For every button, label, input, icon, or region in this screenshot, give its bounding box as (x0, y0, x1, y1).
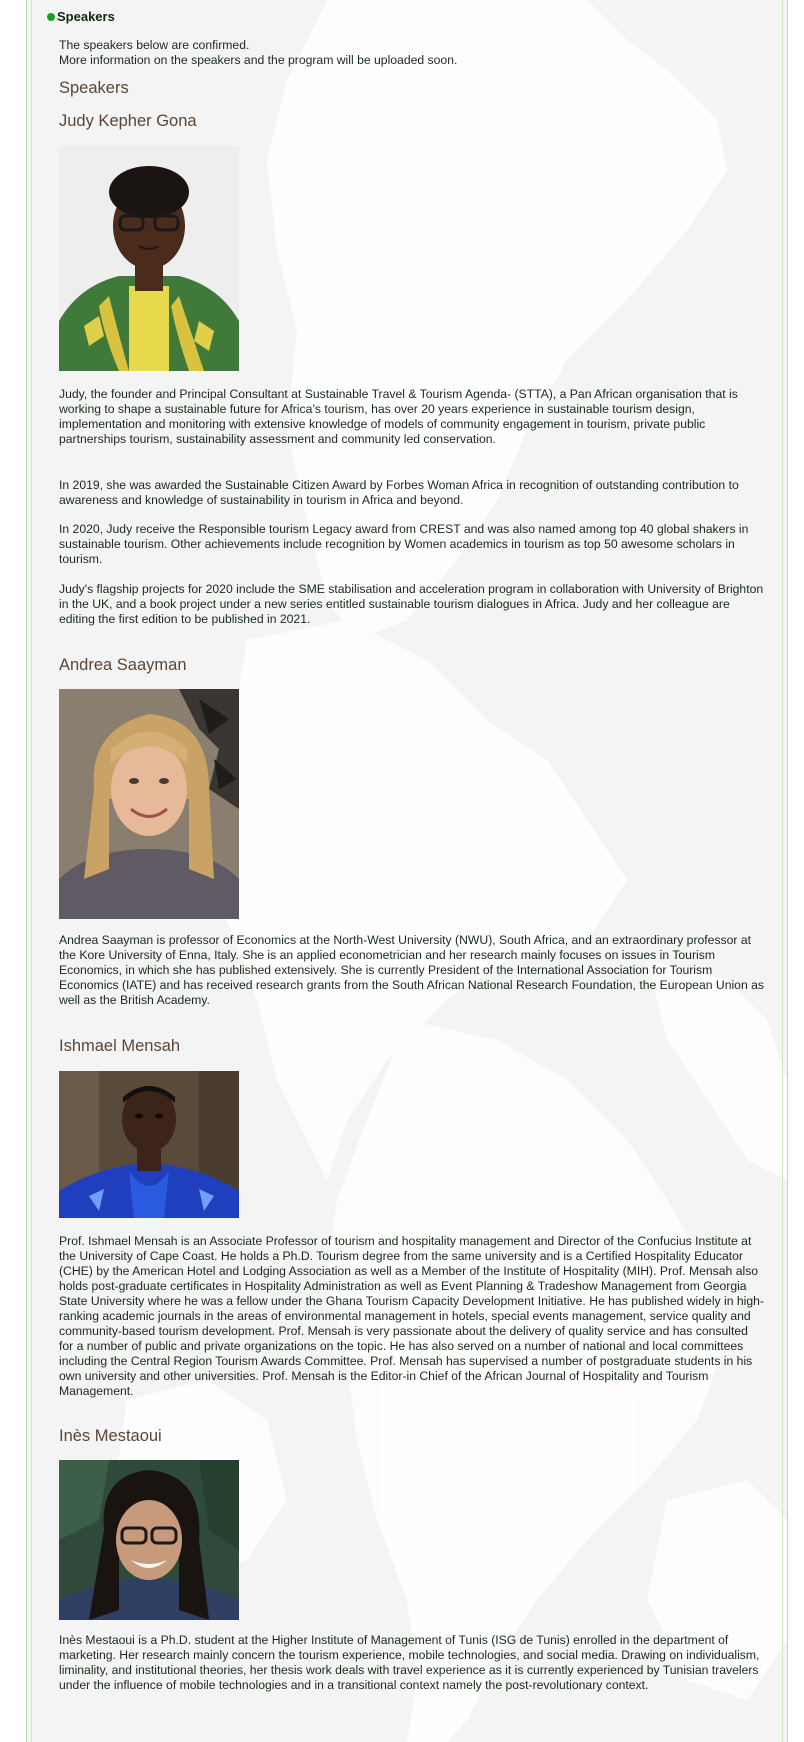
speaker-photo (59, 1071, 239, 1218)
speaker-bio-paragraph: Inès Mestaoui is a Ph.D. student at the Higher Institute of Management of Tunis (ISG de Tunis) enrolled in the department of marketing. Her research mainly concern the tourism experience, mobile technologies, and social media. Drawing on individualism, liminality, and institutional theories, her thesis work deals with travel experience as it is currently experienced by Tunisian travelers under the influence of mobile technologies and in a transitional context namely the post-revolutionary context. (59, 1633, 760, 1692)
content-frame (26, 0, 788, 1742)
speaker-bio-paragraph: Prof. Ishmael Mensah is an Associate Professor of tourism and hospitality management and Director of the Confucius Institute at the University of Cape Coast. He holds a Ph.D. Tourism degree from the same university and is a Certified Hospitality Educator (CHE) by the American Hotel and Lodging Association as well as a Member of the Institute of Hospitality (MIH). Prof. Mensah also holds post-graduate certificates in Hospitality Administration as well as Event Planning & Tradeshow Management from Georgia State University where he was a fellow under the Ghana Tourism Capacity Development Initiative. He has published widely in high-ranking academic journals in the areas of environmental management in hotels, special events management, service quality and community-based tourism development. Prof. Mensah is very passionate about the delivery of quality service and has consulted for a number of public and private organizations on the topic. He has also served on a number of national and local committees including the Central Region Tourism Awards Committee. Prof. Mensah has supervised a number of postgraduate students in his own university and other universities. Prof. Mensah is the Editor-in Chief of the African Journal of Hospitality and Tourism Management. (59, 1234, 764, 1398)
speaker-name: Inès Mestaoui (59, 1427, 162, 1445)
speaker-name: Judy Kepher Gona (59, 112, 197, 130)
bullet-icon (47, 13, 55, 21)
speaker-photo (59, 146, 239, 371)
speaker-bio-paragraph: Andrea Saayman is professor of Economics at the North-West University (NWU), South Africa, and an extraordinary professor at the Kore University of Enna, Italy. She is an applied econometrician and her research mainly focuses on issues in Tourism Economics, in which she has published extensively. She is currently President of the International Association for Tourism Economics (IATE) and has received research grants from the South African National Research Foundation, the European Union as well as the British Academy. (59, 933, 764, 1007)
speaker-bio-paragraph: Judy's flagship projects for 2020 include the SME stabilisation and acceleration program in collaboration with University of Brighton in the UK, and a book project under a new series entitled sustainable tourism dialogues in Africa. Judy and her colleague are editing the first edition to be published in 2021. (59, 582, 764, 626)
speaker-photo (59, 1460, 239, 1620)
speaker-name: Andrea Saayman (59, 656, 187, 674)
speaker-photo (59, 689, 239, 919)
speakers-heading: Speakers (59, 79, 129, 97)
speaker-bio-paragraph: In 2019, she was awarded the Sustainable Citizen Award by Forbes Woman Africa in recognition of outstanding contribution to awareness and knowledge of sustainability in tourism in Africa and beyond. (59, 478, 739, 507)
speaker-bio-paragraph: Judy, the founder and Principal Consultant at Sustainable Travel & Tourism Agenda- (STTA), a Pan African organisation that is working to shape a sustainable future for Africa’s tourism, has over 20 years experience in sustainable tourism design, implementation and monitoring with extensive knowledge of models of community engagement in tourism, private public partnerships tourism, sustainability assessment and community led conservation. (59, 387, 738, 446)
section-header (47, 9, 115, 24)
intro-line: More information on the speakers and the program will be uploaded soon. (59, 53, 458, 67)
speaker-bio-paragraph: In 2020, Judy receive the Responsible tourism Legacy award from CREST and was also named among top 40 global shakers in sustainable tourism. Other achievements include recognition by Women academics in tourism as top 50 awesome scholars in tourism. (59, 522, 749, 566)
intro-text (59, 38, 457, 68)
section-title: Speakers (57, 9, 115, 24)
speaker-name: Ishmael Mensah (59, 1037, 181, 1055)
intro-line: The speakers below are confirmed. (59, 38, 250, 52)
